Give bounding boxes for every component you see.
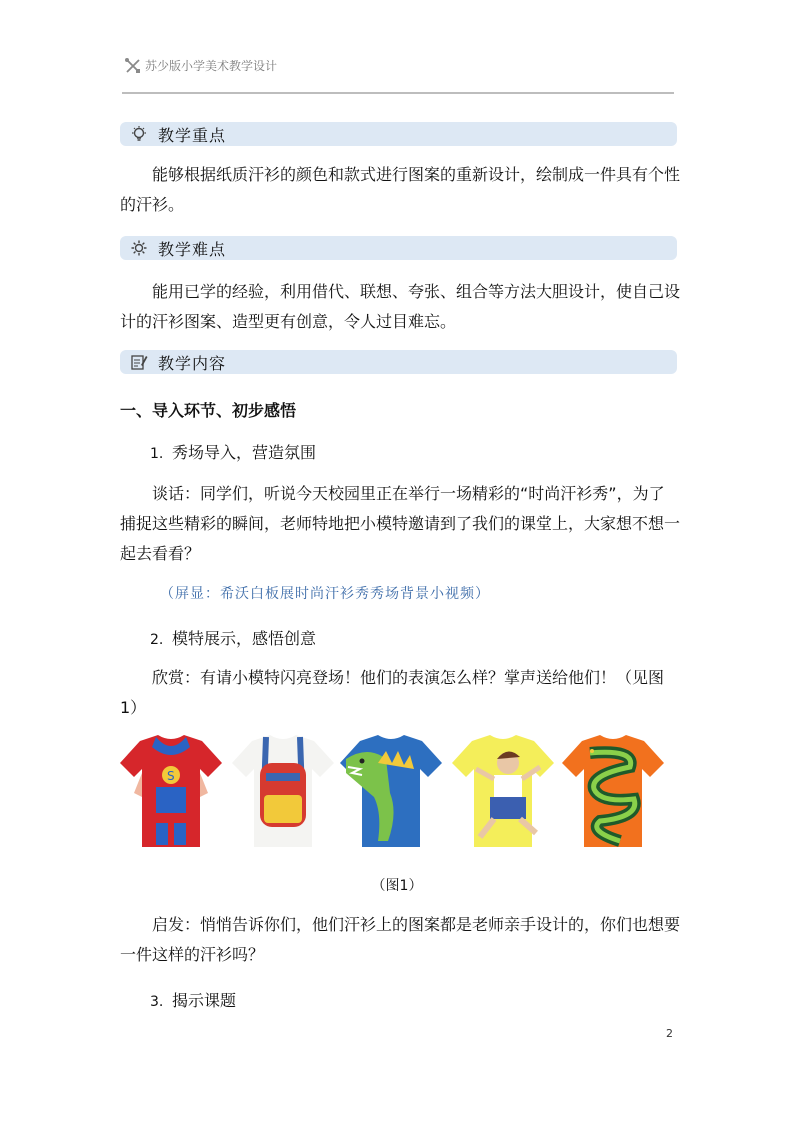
- step3-number: 3.: [150, 994, 164, 1010]
- step2-heading: [150, 626, 316, 649]
- tshirt-superhero-image: [118, 733, 224, 851]
- gear-icon: [130, 239, 148, 257]
- talk-paragraph: 谈话：同学们，听说今天校园里正在举行一场精彩的“时尚汗衫秀”，为了捕捉这些精彩的瞬间，老师特地把小模特邀请到了我们的课堂上，大家想不想一起去看看？: [120, 484, 681, 563]
- inspire-paragraph: 启发：悄悄告诉你们，他们汗衫上的图案都是老师亲手设计的，你们也想要一件这样的汗衫吗？: [120, 915, 681, 964]
- page-number: 2: [666, 1027, 673, 1040]
- notepad-pencil-icon: [130, 353, 148, 371]
- step1-number: 1.: [150, 446, 164, 462]
- step2-title: 模特展示，感悟创意: [172, 629, 317, 648]
- step2-number: 2.: [150, 632, 164, 648]
- step3-title: 揭示课题: [172, 991, 237, 1010]
- section-content-bar: [120, 350, 677, 374]
- header-title: 苏少版小学美术教学设计: [145, 59, 278, 73]
- part1-heading: 一、导入环节、初步感悟: [120, 401, 297, 420]
- focus-paragraph: 能够根据纸质汗衫的颜色和款式进行图案的重新设计，绘制成一件具有个性的汗衫。: [120, 165, 681, 214]
- step1-heading: [150, 440, 316, 463]
- lightbulb-icon: [130, 125, 148, 143]
- difficulty-paragraph: 能用已学的经验，利用借代、联想、夸张、组合等方法大胆设计，使自己设计的汗衫图案、造型更有创意，令人过目难忘。: [120, 282, 681, 331]
- svg-text:S: S: [167, 769, 175, 783]
- section-content-title: 教学内容: [158, 354, 227, 373]
- tshirt-dinosaur-image: [338, 733, 444, 851]
- tshirt-snake-image: [560, 733, 666, 851]
- section-difficulty-bar: [120, 236, 677, 260]
- figure-caption: （图1）: [371, 878, 423, 894]
- screen-note: （屏显：希沃白板展时尚汗衫秀秀场背景小视频）: [160, 586, 490, 602]
- step1-title: 秀场导入，营造氛围: [172, 443, 317, 462]
- crossed-tools-icon: [124, 57, 142, 75]
- section-focus-bar: [120, 122, 677, 146]
- section-difficulty-title: 教学难点: [158, 240, 227, 259]
- tshirt-boy-image: [450, 733, 556, 851]
- section-focus-title: 教学重点: [158, 126, 227, 145]
- tshirt-backpack-image: [230, 733, 336, 851]
- appreciate-paragraph: 欣赏：有请小模特闪亮登场！他们的表演怎么样？掌声送给他们！（见图1）: [120, 668, 665, 717]
- step3-heading: [150, 988, 236, 1011]
